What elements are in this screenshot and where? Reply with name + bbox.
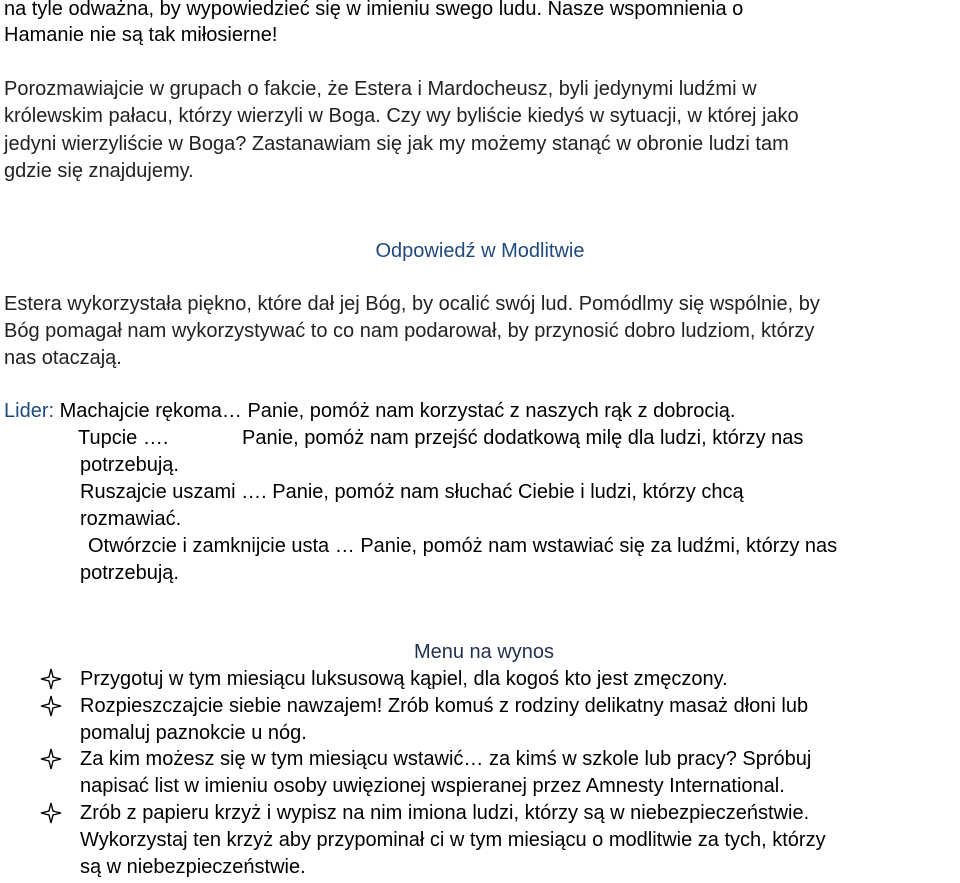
litany-action-2: Tupcie …. [78, 427, 169, 449]
takeaway-item-3-line-2: napisać list w imieniu osoby uwięzionej wspieranej przez Amnesty International. [80, 775, 785, 797]
four-diamond-star-icon [40, 695, 62, 717]
litany-response-2: Panie, pomóż nam przejść dodatkową milę dla ludzi, którzy nas [242, 427, 804, 449]
litany-continuation-4: potrzebują. [80, 562, 179, 584]
takeaway-item-4-line-3: są w niebezpieczeństwie. [80, 856, 306, 878]
discussion-line-2: królewskim pałacu, którzy wierzyli w Boga. Czy wy byliście kiedyś w sytuacji, w której jako [4, 105, 799, 127]
takeaway-heading: Menu na wynos [413, 641, 555, 663]
litany-continuation-2: potrzebują. [80, 454, 179, 476]
four-diamond-star-icon [40, 668, 62, 690]
litany-response: Panie, pomóż nam korzystać z naszych rąk z dobrocią. [247, 400, 736, 422]
intro-line-1: na tyle odważna, by wypowiedzieć się w imieniu swego ludu. Nasze wspomnienia o [4, 0, 744, 20]
litany-item-1 [4, 398, 735, 424]
litany-response: Panie, pomóż nam wstawiać się za ludźmi, którzy nas [360, 535, 838, 557]
leader-label: Lider: [4, 400, 55, 422]
discussion-line-4: gdzie się znajdujemy. [4, 160, 194, 182]
litany-item-3 [80, 479, 744, 505]
prayer-heading: Odpowiedź w Modlitwie [375, 240, 585, 262]
discussion-line-1: Porozmawiajcie w grupach o fakcie, że Estera i Mardocheusz, byli jedynymi ludźmi w [4, 78, 757, 100]
takeaway-item-1-line-1: Przygotuj w tym miesiącu luksusową kąpiel, dla kogoś kto jest zmęczony. [80, 668, 728, 690]
four-diamond-star-icon [40, 748, 62, 770]
litany-item-4 [88, 533, 837, 559]
prayer-line-1: Estera wykorzystała piękno, które dał jej Bóg, by ocalić swój lud. Pomódlmy się wspólnie, by [4, 293, 820, 315]
litany-continuation-3: rozmawiać. [80, 508, 182, 530]
prayer-line-2: Bóg pomagał nam wykorzystywać to co nam podarował, by przynosić dobro ludziom, którzy [4, 320, 815, 342]
takeaway-item-2-line-2: pomaluj paznokcie u nóg. [80, 722, 307, 744]
prayer-line-3: nas otaczają. [4, 347, 122, 369]
four-diamond-star-icon [40, 802, 62, 824]
litany-action: Otwórzcie i zamknijcie usta … [88, 535, 355, 557]
intro-line-2: Hamanie nie są tak miłosierne! [4, 24, 278, 46]
litany-response: Panie, pomóż nam słuchać Ciebie i ludzi, którzy chcą [272, 481, 744, 503]
takeaway-item-2-line-1: Rozpieszczajcie siebie nawzajem! Zrób komuś z rodziny delikatny masaż dłoni lub [80, 695, 809, 717]
discussion-line-3: jedyni wierzyliście w Boga? Zastanawiam się jak my możemy stanąć w obronie ludzi tam [4, 133, 789, 155]
litany-action: Machajcie rękoma… [59, 400, 242, 422]
takeaway-item-3-line-1: Za kim możesz się w tym miesiącu wstawić… za kimś w szkole lub pracy? Spróbuj [80, 748, 812, 770]
takeaway-item-4-line-1: Zrób z papieru krzyż i wypisz na nim imiona ludzi, którzy są w niebezpieczeństwie. [80, 802, 810, 824]
takeaway-item-4-line-2: Wykorzystaj ten krzyż aby przypominał ci w tym miesiącu o modlitwie za tych, którzy [80, 829, 826, 851]
litany-action: Ruszajcie uszami …. [80, 481, 267, 503]
